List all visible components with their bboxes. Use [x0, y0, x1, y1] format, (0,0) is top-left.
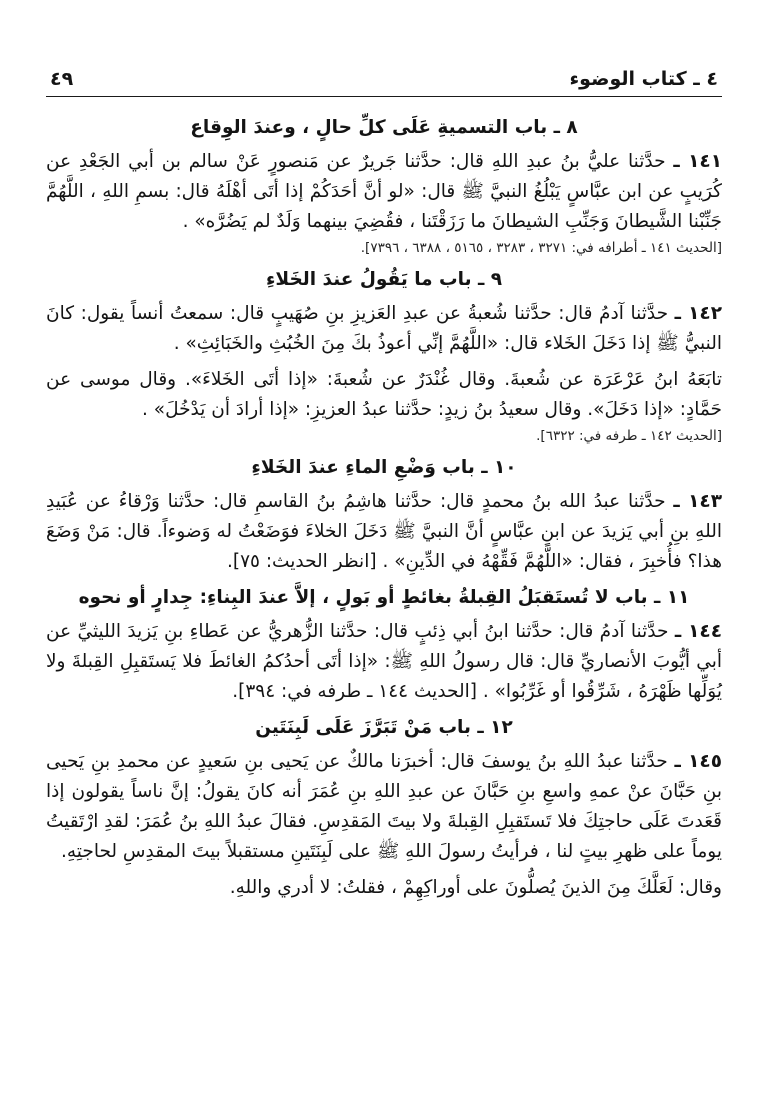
chapter-section	[46, 713, 722, 903]
hadith-number: ١٤٢ ـ	[674, 303, 722, 324]
chapter-section	[46, 453, 722, 577]
hadith-paragraph	[46, 365, 722, 425]
hadith-text: حدَّثنا عبدُ اللهِ بنُ يوسفَ قال: أخبرَنا مالكٌ عن يَحيى بنِ سَعيدٍ عن محمدِ بنِ يَحيى بنِ حَبَّانَ عنْ عمهِ واسعِ بنِ حَبَّانَ عن عبدِ اللهِ بنِ عُمَرَ أنه كانَ يقولُ: إنَّ ناساً يقولون إذا قَعَدتَ عَلَى حاجتِكَ فلا تَستَقبِلِ القِبلةَ ولا بيتَ المَقدِسِ. فقالَ عبدُ اللهِ بنُ عُمَرَ: لقدِ ارْتَقيتُ يوماً على ظهرِ بيتٍ لنا ، فرأيتُ رسولَ اللهِ ﷺ على لَبِنَتَينِ مستقبلاً بيتَ المقدِسِ لحاجتِهِ.	[46, 751, 722, 862]
chapter-heading: ١١ ـ باب لا تُستَقبَلُ القِبلةُ بغائطٍ أو بَولٍ ، إلاَّ عندَ البِناءِ: جِدارٍ أو نحوه	[78, 587, 690, 608]
hadith-paragraph	[46, 147, 722, 237]
hadith-paragraph	[46, 299, 722, 359]
hadith-number: ١٤٣ ـ	[673, 491, 723, 512]
chapter-section	[46, 113, 722, 259]
hadith-paragraph	[46, 873, 722, 903]
hadith-paragraph	[46, 617, 722, 707]
page-number: ٤٩	[50, 68, 74, 90]
chapter-section	[46, 265, 722, 447]
hadith-text: حدَّثنا عبدُ الله بنُ محمدٍ قال: حدَّثنا هاشِمُ بنُ القاسمِ قال: حدَّثنا وَرْقاءُ عن عُبَيدِ اللهِ بنِ أبي يَزيدَ عن ابنِ عبَّاسٍ أنَّ النبيَّ ﷺ دَخَلَ الخلاءَ فوَضَعْتُ له وَضوءاً. قال: مَنْ وَضَعَ هذا؟ فأُخبِرَ ، فقال: «اللَّهُمَّ فَقِّهْهُ في الدِّينِ» . [انظر الحديث: ٧٥].	[46, 491, 722, 572]
chapter-heading: ١٢ ـ باب مَنْ تَبَرَّزَ عَلَى لَبِنَتَين	[255, 717, 513, 738]
hadith-text: حدَّثنا عليُّ بنُ عبدِ اللهِ قال: حدَّثنا جَريرٌ عن مَنصورٍ عَنْ سالم بن أبي الجَعْدِ عن كُرَيبٍ عن ابن عبَّاسٍ يَبْلُغُ النبيَّ ﷺ قال: «لو أنَّ أحَدَكُمْ إذا أتَى أهْلَهُ قال: بسمِ اللهِ ، اللَّهُمَّ جَنِّبْنا الشَّيطانَ وَجَنِّبِ الشيطانَ ما رَزَقْتَنا ، فقُضِيَ بينهما وَلَدٌ لم يَضُرَّه» .	[46, 151, 722, 232]
page-body	[46, 113, 722, 903]
book-page	[46, 62, 722, 903]
hadith-text: حدَّثنا آدمُ قال: حدَّثنا شُعبةُ عن عبدِ العَزيزِ بنِ صُهَيبٍ قال: سمعتُ أنساً يقول: كانَ النبيُّ ﷺ إذا دَخَلَ الخَلاء قال: «اللَّهُمَّ إنِّي أعوذُ بكَ مِنَ الخُبُثِ والخَبَائِثِ» .	[46, 303, 722, 354]
chapter-section	[46, 583, 722, 707]
hadith-number: ١٤١ ـ	[673, 151, 722, 172]
hadith-text: حدَّثنا آدمُ قال: حدَّثنا ابنُ أبي ذِئبٍ قال: حدَّثنا الزُّهريُّ عن عَطاءِ بنِ يَزيدَ الليثيِّ عن أبي أيُّوبَ الأنصاريِّ قال: قال رسولُ اللهِ ﷺ: «إذا أتَى أحدُكمُ الغائطَ فلا يَستَقبِلِ القِبلةَ ولا يُوَلِّها ظَهْرَهُ ، شَرِّقُوا أو غَرِّبُوا» . [الحديث ١٤٤ ـ طرفه في: ٣٩٤].	[46, 621, 722, 702]
running-header	[46, 62, 722, 97]
chapter-title: ٤ ـ كتاب الوضوء	[569, 68, 718, 90]
hadith-number: ١٤٥ ـ	[674, 751, 723, 772]
chapter-heading: ١٠ ـ باب وَضْعِ الماءِ عندَ الخَلاءِ	[251, 457, 517, 478]
hadith-cross-reference: [الحديث ١٤٢ ـ طرفه في: ٦٣٢٢].	[536, 428, 722, 444]
hadith-number: ١٤٤ ـ	[674, 621, 722, 642]
hadith-paragraph	[46, 747, 722, 867]
hadith-text: وقال: لَعَلَّكَ مِنَ الذينَ يُصلُّونَ على أوراكِهِمْ ، فقلتُ: لا أدري واللهِ.	[229, 877, 722, 898]
hadith-text: تابَعَهُ ابنُ عَرْعَرَة عن شُعبةَ. وقال غُنْدَرٌ عن شُعبةَ: «إذا أتَى الخَلاءَ». وقال موسى عن حَمَّادٍ: «إذا دَخَلَ». وقال سعيدُ بنُ زيدٍ: حدَّثنا عبدُ العزيزِ: «إذا أرادَ أن يَدْخُلَ» .	[46, 369, 722, 420]
chapter-heading: ٩ ـ باب ما يَقُولُ عندَ الخَلاءِ	[265, 269, 503, 290]
hadith-cross-reference: [الحديث ١٤١ ـ أطرافه في: ٣٢٧١ ، ٣٢٨٣ ، ٥١٦٥ ، ٦٣٨٨ ، ٧٣٩٦].	[360, 240, 722, 256]
hadith-paragraph	[46, 487, 722, 577]
chapter-heading: ٨ ـ باب التسميةِ عَلَى كلِّ حالٍ ، وعندَ الوِقاع	[190, 117, 578, 138]
